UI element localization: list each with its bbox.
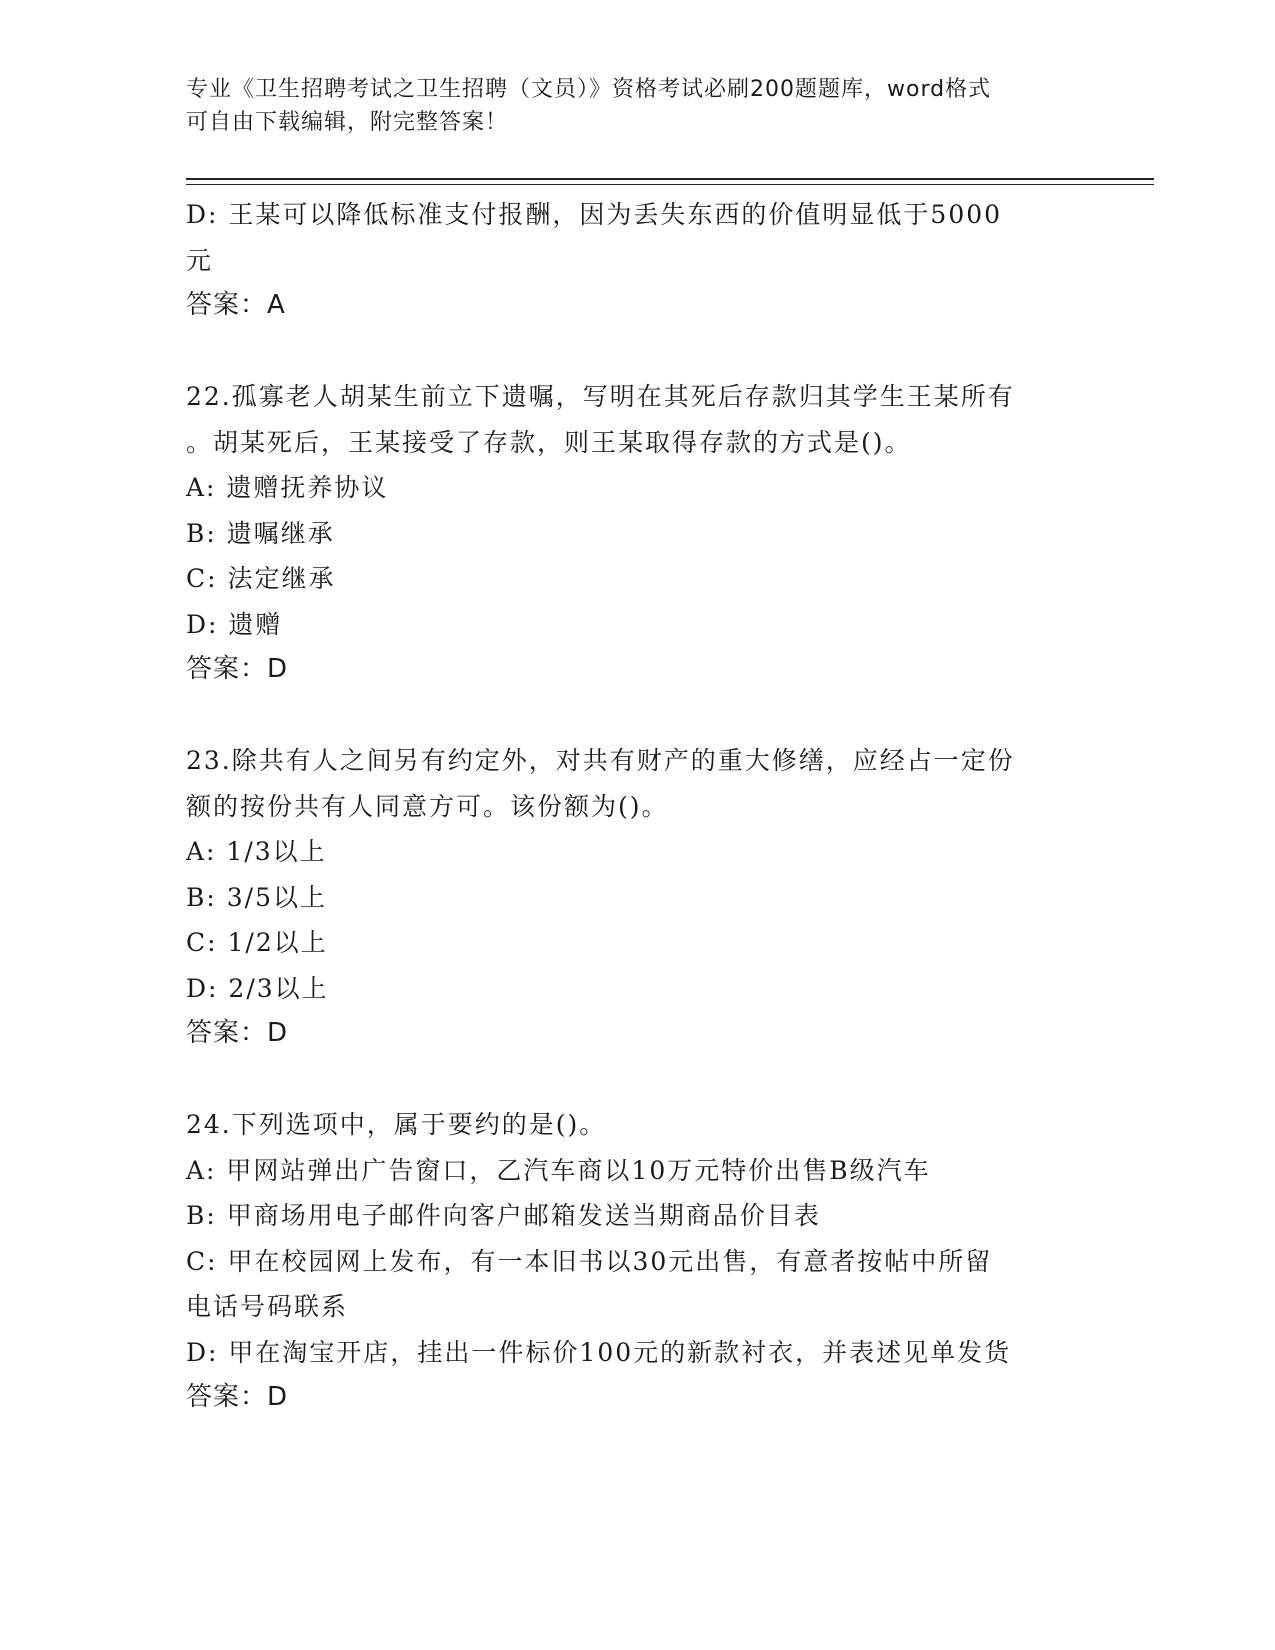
question-22 [186,374,1086,693]
option-b: B: 3/5以上 [186,882,327,912]
spacer [186,1057,1086,1103]
option-a: A: 遗赠抚养协议 [186,473,389,502]
option-d: D: 甲在淘宝开店，挂出一件标价100元的新款衬衣，并表述见单发货 [186,1337,1012,1367]
header-divider-thick [186,178,1154,180]
header-line-1: 专业《卫生招聘考试之卫生招聘（文员）》资格考试必刷200题题库，word格式 [186,77,992,102]
question-stem-continued: 。胡某死后，王某接受了存款，则王某取得存款的方式是()。 [186,427,912,457]
option-d: D: 2/3以上 [186,973,329,1003]
option-c: C: 甲在校园网上发布，有一本旧书以30元出售，有意者按帖中所留 [186,1246,993,1276]
option-d: D: 遗赠 [186,609,283,639]
option-c-continued: 电话号码联系 [186,1292,349,1321]
question-stem: 23.除共有人之间另有约定外，对共有财产的重大修缮，应经占一定份 [186,746,1015,775]
question-stem: 22.孤寡老人胡某生前立下遗嘱，写明在其死后存款归其学生王某所有 [186,382,1015,411]
option-a: A: 甲网站弹出广告窗口，乙汽车商以10万元特价出售B级汽车 [186,1155,931,1185]
header-divider-thin [186,184,1154,185]
option-c: C: 1/2以上 [186,928,328,957]
question-21-continued [186,192,1086,329]
question-stem-continued: 额的按份共有人同意方可。该份额为()。 [186,791,669,821]
option-c: C: 法定继承 [186,564,336,593]
question-stem: 24.下列选项中，属于要约的是()。 [186,1110,607,1139]
header-line-2: 可自由下载编辑，附完整答案！ [186,110,509,135]
answer-label: 答案：D [186,1018,289,1048]
document-body [186,192,1086,1421]
document-header [186,73,1086,139]
answer-label: 答案：D [186,1382,289,1412]
spacer [186,329,1086,375]
option-a: A: 1/3以上 [186,837,327,866]
option-d: D: 王某可以降低标准支付报酬，因为丢失东西的价值明显低于5000 [186,200,1003,229]
option-b: B: 遗嘱继承 [186,518,335,548]
answer-label: 答案：A [186,290,286,320]
question-23 [186,738,1086,1057]
option-b: B: 甲商场用电子邮件向客户邮箱发送当期商品价目表 [186,1201,821,1230]
spacer [186,693,1086,739]
answer-label: 答案：D [186,654,289,684]
question-24 [186,1102,1086,1421]
option-d-continued: 元 [186,245,214,275]
